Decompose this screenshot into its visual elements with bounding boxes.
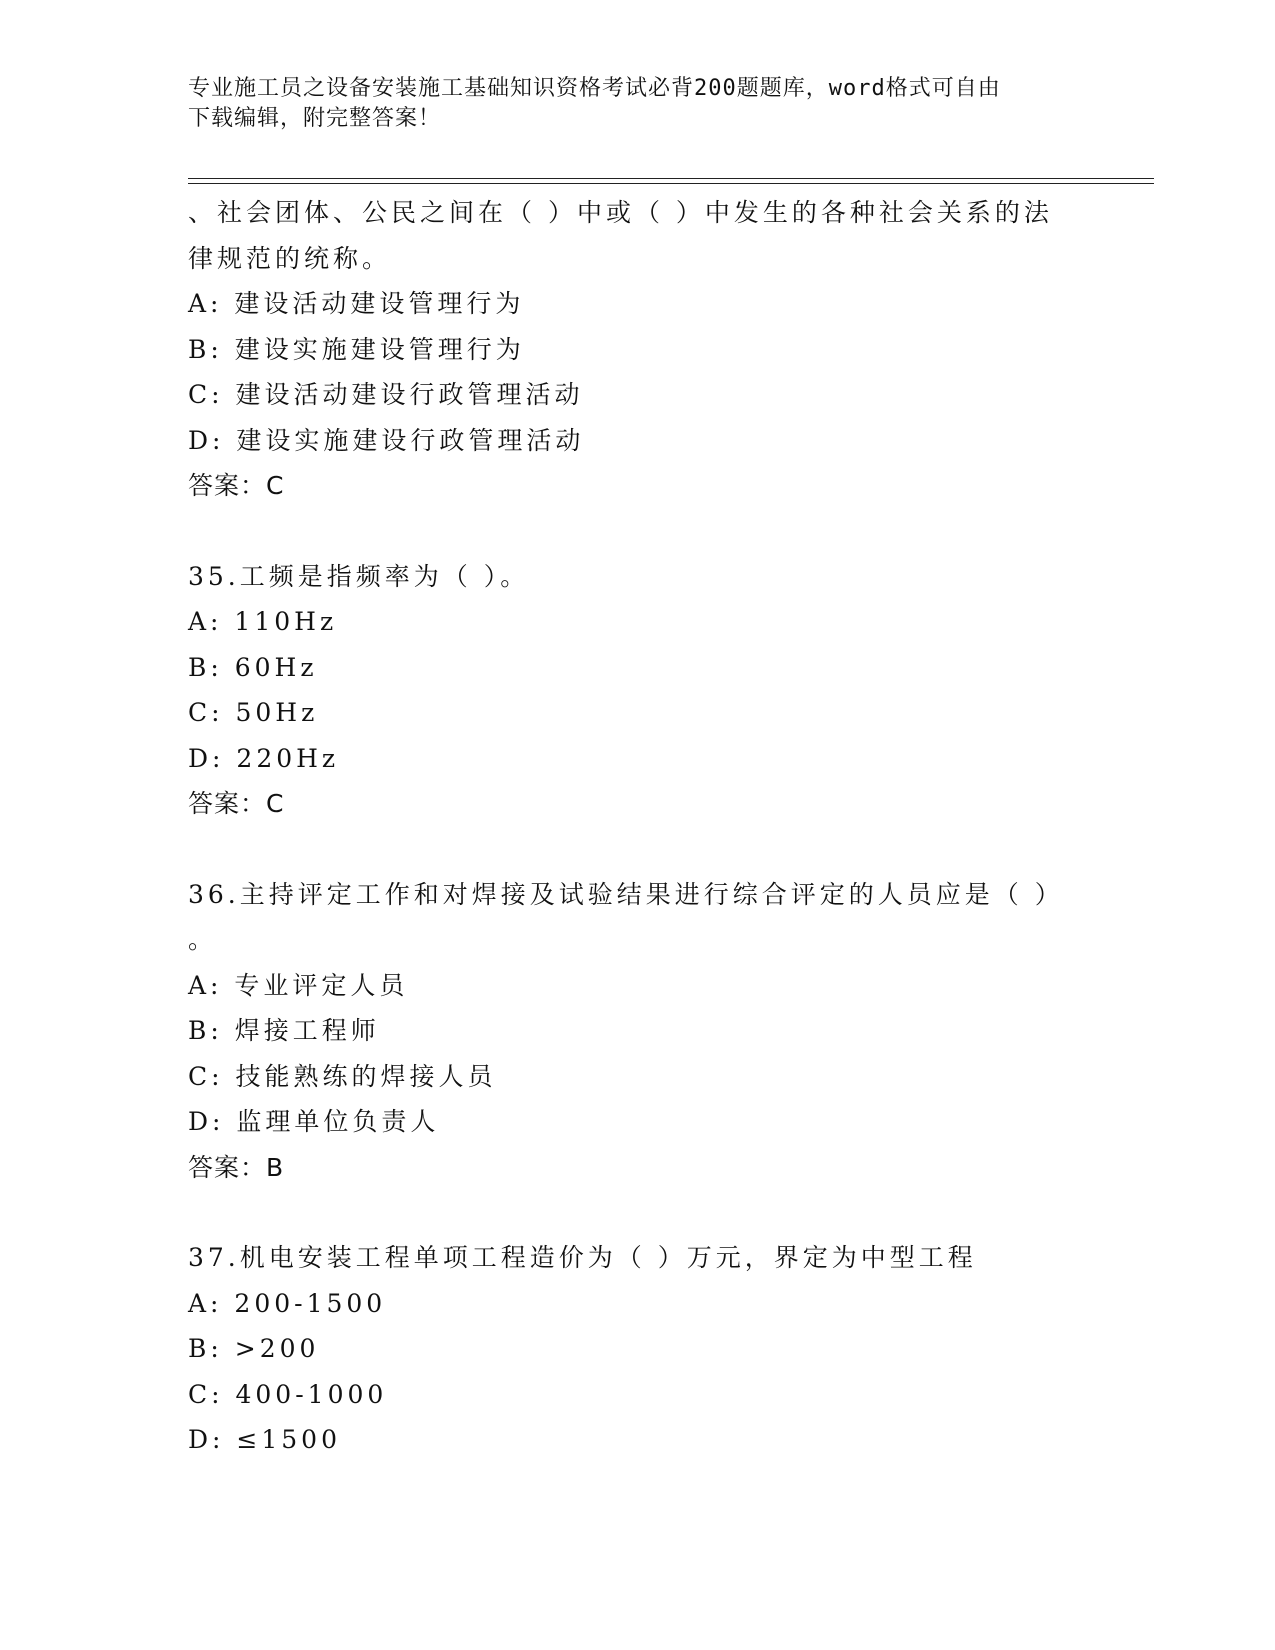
question-35-answer: 答案：C (188, 789, 285, 818)
question-34 (188, 190, 1068, 509)
question-37-stem: 37.机电安装工程单项工程造价为（ ）万元，界定为中型工程 (188, 1243, 977, 1272)
question-36-option-a: A: 专业评定人员 (188, 970, 409, 1000)
question-36-option-c: C: 技能熟练的焊接人员 (188, 1061, 497, 1091)
question-36-stem-1: 36.主持评定工作和对焊接及试验结果进行综合评定的人员应是（ ） (188, 879, 1064, 909)
question-37-option-c: C: 400-1000 (188, 1379, 388, 1409)
header-divider-top (188, 178, 1154, 179)
question-37 (188, 1235, 1068, 1463)
question-36 (188, 872, 1068, 1191)
question-36-option-b: B: 焊接工程师 (188, 1016, 380, 1045)
question-36-option-d: D: 监理单位负责人 (188, 1107, 440, 1136)
header-line-1: 专业施工员之设备安装施工基础知识资格考试必背200题题库，word格式可自由 (188, 76, 1001, 101)
header-divider-bottom (188, 183, 1154, 184)
question-35 (188, 554, 1068, 827)
question-34-answer: 答案：C (188, 471, 285, 500)
question-35-option-b: B: 60Hz (188, 652, 318, 682)
question-37-option-d: D: ≤1500 (188, 1425, 341, 1454)
spacer (188, 1190, 1068, 1235)
question-34-stem-cont-2: 律规范的统称。 (188, 243, 392, 273)
question-35-option-a: A: 110Hz (188, 607, 338, 636)
question-36-stem-2: 。 (188, 925, 218, 954)
question-34-option-b: B: 建设实施建设管理行为 (188, 334, 525, 364)
question-34-stem-cont-1: 、社会团体、公民之间在（ ）中或（ ）中发生的各种社会关系的法 (188, 198, 1053, 227)
spacer (188, 827, 1068, 872)
header-line-2: 下载编辑，附完整答案！ (188, 106, 442, 131)
question-list (188, 190, 1068, 1463)
question-35-stem: 35.工频是指频率为（ ）。 (188, 561, 530, 591)
question-34-option-d: D: 建设实施建设行政管理活动 (188, 425, 585, 455)
question-34-option-a: A: 建设活动建设管理行为 (188, 289, 525, 318)
question-36-answer: 答案：B (188, 1152, 285, 1182)
question-35-option-d: D: 220Hz (188, 743, 340, 773)
document-header (188, 74, 1068, 134)
question-37-option-a: A: 200-1500 (188, 1288, 387, 1318)
question-35-option-c: C: 50Hz (188, 698, 319, 727)
question-34-option-c: C: 建设活动建设行政管理活动 (188, 380, 584, 409)
question-37-option-b: B: >200 (188, 1334, 320, 1363)
spacer (188, 509, 1068, 554)
